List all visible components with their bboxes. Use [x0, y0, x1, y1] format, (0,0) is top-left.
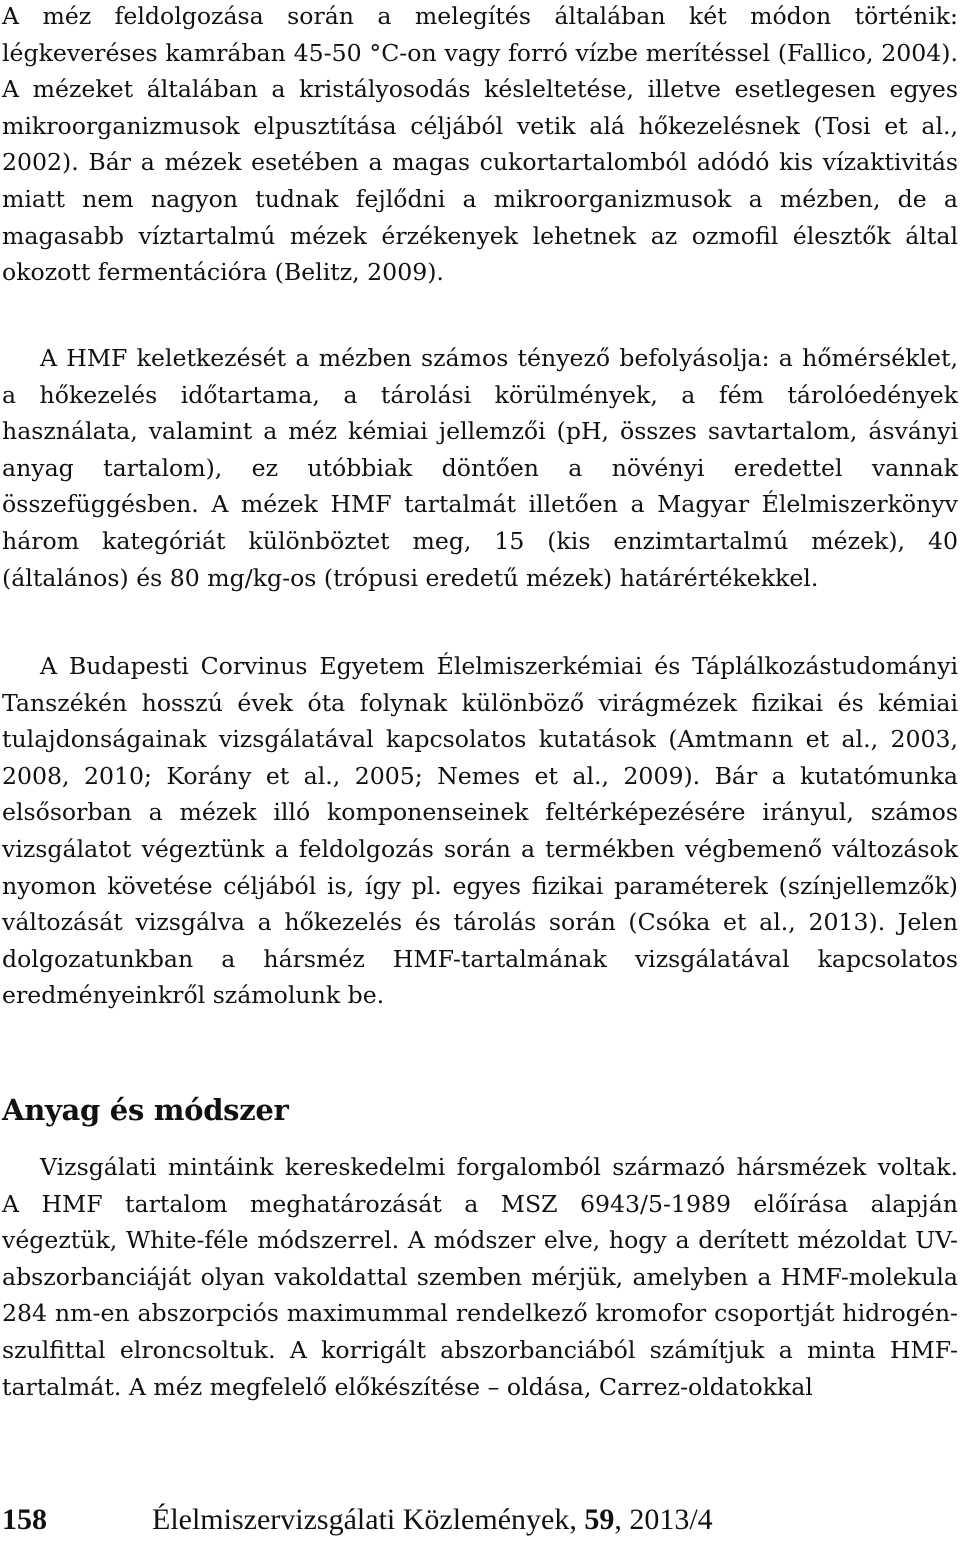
page-number: 158 — [2, 1503, 47, 1536]
journal-citation — [152, 1498, 713, 1542]
paragraph-methods: Vizsgálati mintáink kereskedelmi forgalomból származó hársmézek voltak. A HMF tartalom meghatározását a MSZ 6943/5-1989 előírása alapján végeztük, White-féle módszerrel. A módszer elve, hogy a derített mézoldat UV-abszorbanciáját olyan vakoldattal szemben mérjük, amelyben a HMF-molekula 284 nm-en abszorpciós maximummal rendelkező kromofor csoportját hidrogén-szulfittal elroncsoltuk. A korrigált abszorbanciából számítjuk a minta HMF-tartalmát. A méz megfelelő előkészítése – oldása, Carrez-oldatokkal — [2, 1153, 958, 1401]
page-footer — [2, 1498, 958, 1542]
document-page — [2, 0, 958, 1540]
journal-volume: 59 — [584, 1503, 615, 1536]
paragraph-hmf-formation: A HMF keletkezését a mézben számos tényező befolyásolja: a hőmérséklet, a hőkezelés időtartama, a tárolási körülmények, a fém tárolóedények használata, valamint a méz kémiai jellemzői (pH, összes savtartalom, ásványi anyag tartalom), ez utóbbiak döntően a növényi eredettel vannak összefüggésben. A mézek HMF tartalmát illetően a Magyar Élelmiszerkönyv három kategóriát különböztet meg, 15 (kis enzimtartalmú mézek), 40 (általános) és 80 mg/kg-os (trópusi eredetű mézek) határértékekkel. — [2, 344, 958, 592]
journal-issue: , 2013/4 — [614, 1503, 713, 1536]
journal-name: Élelmiszervizsgálati Közlemények, — [152, 1503, 585, 1536]
section-heading-materials-methods: Anyag és módszer — [2, 1093, 289, 1127]
paragraph-honey-processing: A méz feldolgozása során a melegítés általában két módon történik: légkeveréses kamrában 45-50 °C-on vagy forró vízbe merítéssel (Fallico, 2004). A mézeket általában a kristályosodás késleltetése, illetve esetlegesen egyes mikroorganizmusok elpusztítása céljából vetik alá hőkezelésnek (Tosi et al., 2002). Bár a mézek esetében a magas cukortartalomból adódó kis vízaktivitás miatt nem nagyon tudnak fejlődni a mikroorganizmusok a mézben, de a magasabb víztartalmú mézek érzékenyek lehetnek az ozmofil élesztők által okozott fermentációra (Belitz, 2009). — [2, 2, 958, 287]
paragraph-research-background: A Budapesti Corvinus Egyetem Élelmiszerkémiai és Táplálkozástudományi Tanszékén hosszú évek óta folynak különböző virágmézek fizikai és kémiai tulajdonságainak vizsgálatával kapcsolatos kutatások (Amtmann et al., 2003, 2008, 2010; Korány et al., 2005; Nemes et al., 2009). Bár a kutatómunka elsősorban a mézek illó komponenseinek feltérképezésére irányul, számos vizsgálatot végeztünk a feldolgozás során a termékben végbemenő változások nyomon követése céljából is, így pl. egyes fizikai paraméterek (színjellemzők) változását vizsgálva a hőkezelés és tárolás során (Csóka et al., 2013). Jelen dolgozatunkban a hársméz HMF-tartalmának vizsgálatával kapcsolatos eredményeinkről számolunk be. — [2, 652, 958, 1010]
